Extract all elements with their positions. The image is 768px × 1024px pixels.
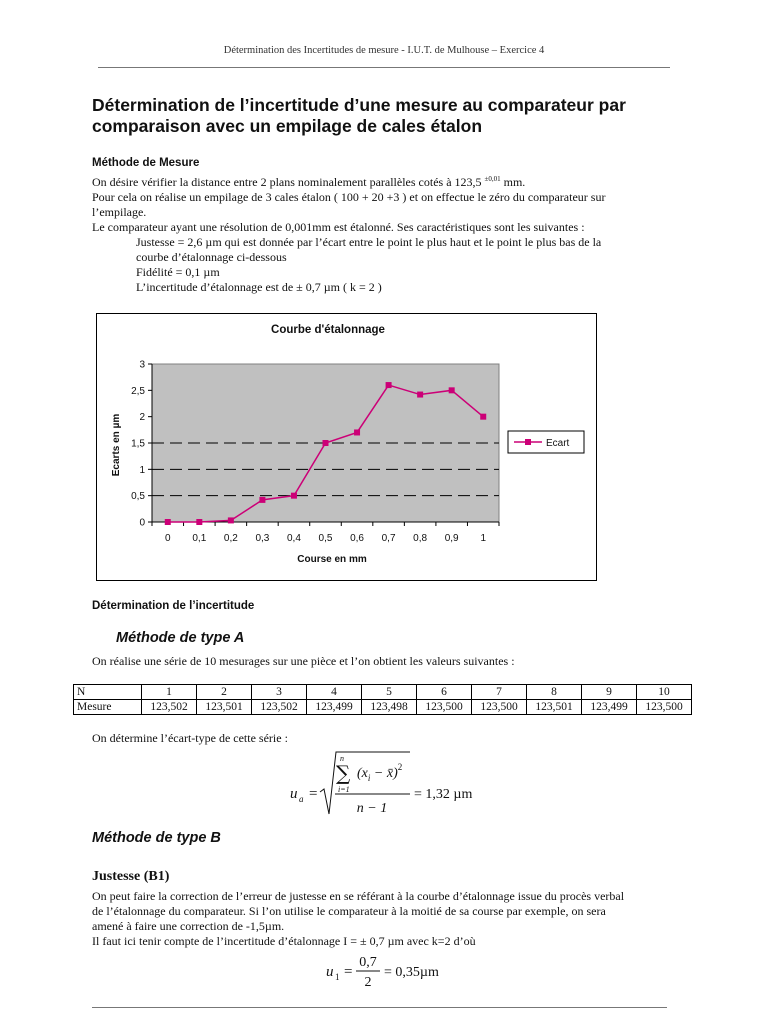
u1-numerator: 0,7 bbox=[359, 955, 377, 970]
y-axis-label: Ecarts en µm bbox=[111, 413, 122, 477]
table-cell: 123,501 bbox=[527, 700, 582, 715]
table-cell: 6 bbox=[417, 685, 472, 700]
section-methode-mesure-heading: Méthode de Mesure bbox=[92, 157, 200, 169]
u1-lhs: u bbox=[326, 964, 334, 980]
justesse-line4: Il faut ici tenir compte de l’incertitude d’étalonnage I = ± 0,7 µm avec k=2 d’où bbox=[92, 934, 476, 948]
x-tick-label: 0,9 bbox=[444, 533, 459, 544]
data-point bbox=[386, 382, 392, 388]
legend-label: Ecart bbox=[546, 438, 570, 449]
section-incertitude-heading: Détermination de l’incertitude bbox=[92, 600, 255, 612]
x-axis-label: Course en mm bbox=[297, 554, 367, 565]
x-tick-label: 0,8 bbox=[413, 533, 428, 544]
table-cell: 123,500 bbox=[472, 700, 527, 715]
table-cell: 123,502 bbox=[142, 700, 197, 715]
type-a-text: On réalise une série de 10 mesurages sur une pièce et l’on obtient les valeurs suivantes : bbox=[92, 654, 515, 668]
x-tick-label: 0 bbox=[164, 533, 171, 544]
justesse-line2: de l’étalonnage du comparateur. Si l’on utilise le comparateur à la moitié de sa course par exemple, on sera bbox=[92, 904, 606, 918]
methode-mesure-text bbox=[92, 172, 712, 295]
table-cell: 8 bbox=[527, 685, 582, 700]
data-point bbox=[291, 493, 297, 499]
u1-denominator: 2 bbox=[364, 975, 372, 990]
mm-line1 bbox=[92, 172, 712, 190]
page-title-line1: Détermination de l’incertitude d’une mesure au comparateur par bbox=[92, 95, 626, 115]
header-rule bbox=[98, 67, 670, 68]
table-cell: 9 bbox=[582, 685, 637, 700]
table-cell: 123,500 bbox=[417, 700, 472, 715]
table-cell: 123,501 bbox=[197, 700, 252, 715]
u1-equals: = bbox=[344, 964, 353, 980]
ua-result: = 1,32 µm bbox=[414, 787, 473, 802]
chart-x-axis bbox=[152, 522, 499, 544]
u1-result: = 0,35µm bbox=[384, 965, 439, 980]
chart-legend bbox=[508, 431, 584, 453]
page-title bbox=[92, 95, 692, 137]
u1-lhs-sub: 1 bbox=[335, 972, 340, 982]
mm-line2: Pour cela on réalise un empilage de 3 cales étalon ( 100 + 20 +3 ) et on effectue le zéro du comparateur sur bbox=[92, 190, 606, 204]
num-sub: i bbox=[367, 773, 371, 783]
x-tick-label: 0,3 bbox=[255, 533, 270, 544]
num-rest: − x̄) bbox=[370, 766, 398, 781]
mm-line4: Le comparateur ayant une résolution de 0,001mm est étalonné. Ses caractéristiques sont les suivantes : bbox=[92, 220, 585, 234]
table-cell: 123,498 bbox=[362, 700, 417, 715]
ua-lhs-sub: a bbox=[299, 794, 304, 804]
justesse-text bbox=[92, 889, 712, 949]
ua-denominator: n − 1 bbox=[356, 801, 388, 816]
table-row bbox=[74, 685, 692, 700]
table-cell: 1 bbox=[142, 685, 197, 700]
formula-u1 bbox=[320, 950, 480, 994]
x-tick-label: 0,4 bbox=[287, 533, 301, 544]
measurement-table bbox=[73, 684, 692, 715]
data-point bbox=[417, 392, 423, 398]
footer-rule bbox=[92, 1007, 667, 1008]
chart-y-axis bbox=[131, 360, 152, 529]
table-cell: 3 bbox=[252, 685, 307, 700]
sum-top: n bbox=[340, 754, 344, 763]
table-cell: 7 bbox=[472, 685, 527, 700]
table-cell: 10 bbox=[637, 685, 692, 700]
y-tick-label: 0 bbox=[139, 517, 145, 529]
mm-line7: Fidélité = 0,1 µm bbox=[136, 265, 220, 279]
table-cell: 123,499 bbox=[582, 700, 637, 715]
justesse-heading: Justesse (B1) bbox=[92, 869, 170, 884]
table-cell: 5 bbox=[362, 685, 417, 700]
ua-numerator: ($x_i$ − x̄)$^2$ bbox=[357, 762, 403, 783]
formula-ua bbox=[280, 748, 520, 818]
table-cell: 123,500 bbox=[637, 700, 692, 715]
table-cell: 2 bbox=[197, 685, 252, 700]
sum-bottom: i=1 bbox=[338, 785, 350, 794]
data-point bbox=[354, 429, 360, 435]
data-point bbox=[165, 519, 171, 525]
table-cell: 4 bbox=[307, 685, 362, 700]
table-cell: 123,499 bbox=[307, 700, 362, 715]
table-cell: N bbox=[74, 685, 142, 700]
tolerance-sup: ±0,01 bbox=[484, 175, 501, 183]
x-tick-label: 0,5 bbox=[318, 533, 333, 544]
data-point bbox=[480, 414, 486, 420]
mm-line3: l’empilage. bbox=[92, 205, 147, 219]
page-title-line2: comparaison avec un empilage de cales étalon bbox=[92, 116, 483, 136]
running-header: Détermination des Incertitudes de mesure - I.U.T. de Mulhouse – Exercice 4 bbox=[223, 45, 545, 56]
justesse-line1: On peut faire la correction de l’erreur de justesse en se référant à la courbe d’étalonnage issue du procès verbal bbox=[92, 889, 625, 903]
sum-symbol: ∑ bbox=[336, 761, 351, 785]
y-tick-label: 2,5 bbox=[131, 385, 145, 397]
x-tick-label: 0,7 bbox=[381, 533, 396, 544]
table-cell: Mesure bbox=[74, 700, 142, 715]
mm-line1-post: mm. bbox=[500, 175, 526, 189]
calibration-chart-frame bbox=[96, 313, 597, 581]
x-tick-label: 1 bbox=[480, 533, 487, 544]
ecart-type-text: On détermine l’écart-type de cette série : bbox=[92, 731, 288, 745]
type-b-heading: Méthode de type B bbox=[92, 830, 221, 846]
type-a-heading: Méthode de type A bbox=[116, 630, 245, 646]
data-point bbox=[259, 497, 265, 503]
mm-line1-pre: On désire vérifier la distance entre 2 plans nominalement parallèles cotés à 123,5 bbox=[92, 175, 485, 189]
x-tick-label: 0,2 bbox=[223, 533, 238, 544]
justesse-line3: amené à faire une correction de -1,5µm. bbox=[92, 919, 285, 933]
data-point bbox=[196, 519, 202, 525]
num-open: (x bbox=[357, 766, 368, 781]
y-tick-label: 1 bbox=[139, 464, 145, 476]
table-row bbox=[74, 700, 692, 715]
y-tick-label: 3 bbox=[139, 359, 145, 371]
mm-line6: courbe d’étalonnage ci-dessous bbox=[136, 250, 287, 264]
y-tick-label: 0,5 bbox=[131, 491, 145, 503]
data-point bbox=[449, 387, 455, 393]
legend-marker bbox=[525, 439, 531, 445]
x-tick-label: 0,1 bbox=[192, 533, 207, 544]
data-point bbox=[323, 440, 329, 446]
calibration-chart bbox=[97, 314, 596, 580]
table-cell: 123,502 bbox=[252, 700, 307, 715]
y-tick-label: 2 bbox=[139, 412, 145, 424]
chart-title: Courbe d'étalonnage bbox=[271, 324, 385, 336]
y-tick-label: 1,5 bbox=[131, 438, 145, 450]
mm-indented-block bbox=[92, 235, 712, 295]
mm-line8: L’incertitude d’étalonnage est de ± 0,7 µm ( k = 2 ) bbox=[136, 280, 382, 294]
data-point bbox=[228, 517, 234, 523]
ua-lhs: u bbox=[290, 786, 298, 802]
x-tick-label: 0,6 bbox=[350, 533, 364, 544]
mm-line5: Justesse = 2,6 µm qui est donnée par l’écart entre le point le plus haut et le point le plus bas de la bbox=[136, 235, 602, 249]
ua-equals: = bbox=[309, 786, 318, 802]
